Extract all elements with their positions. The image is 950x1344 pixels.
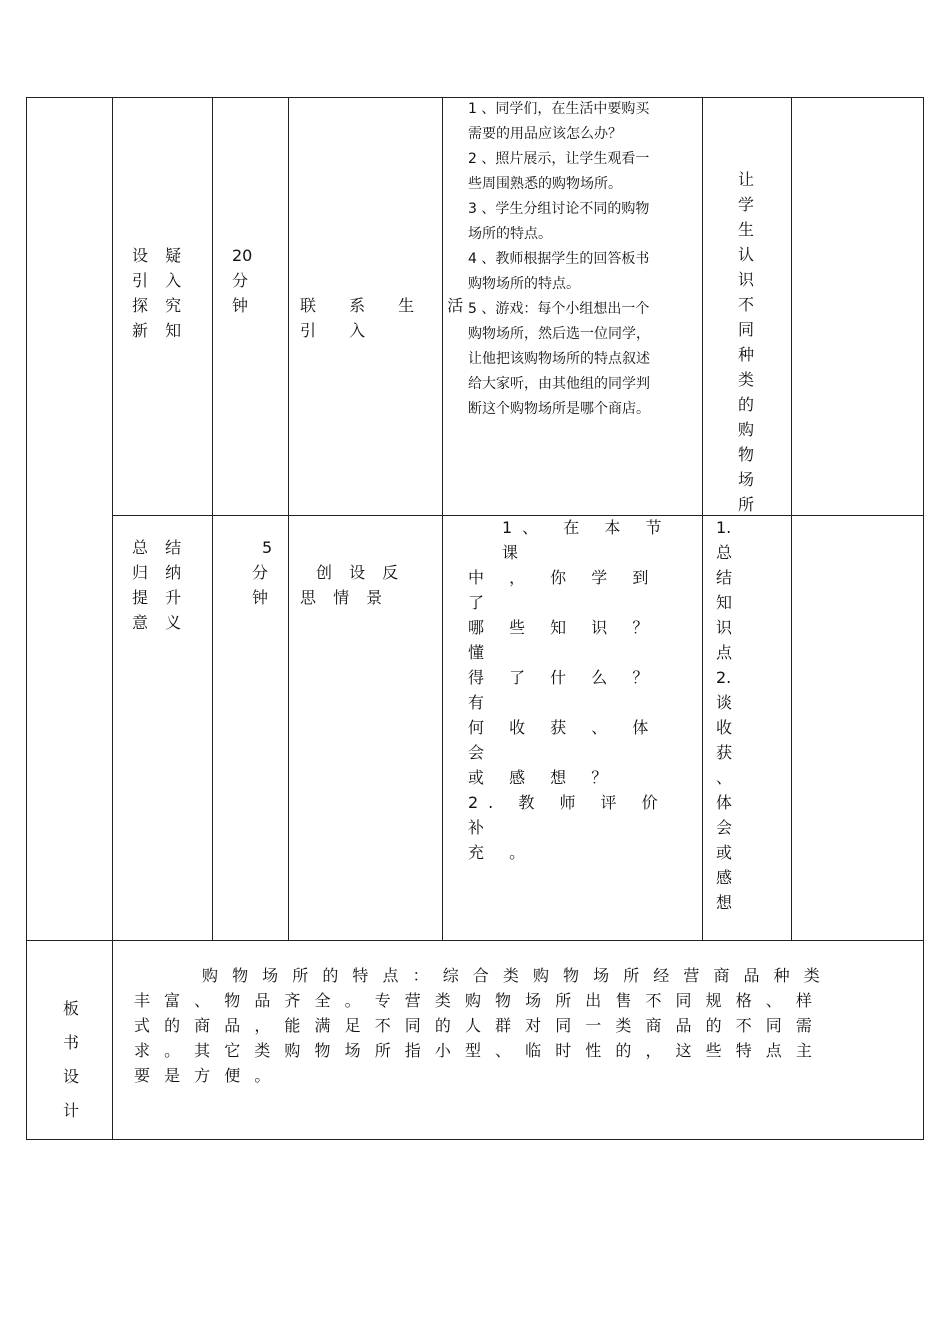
board-label-char: 计 [62,1101,79,1120]
intent-char: 让 [737,170,754,189]
activity-line: 或 感 想 ？ [468,768,618,787]
intent-char: 1. [716,518,732,537]
intent-char: 点 [716,643,733,662]
activity-line: 1 、同学们，在生活中要购买 [468,101,650,117]
lesson-plan-table [26,97,924,1140]
activity-line: 充 。 [468,843,536,862]
stage-line: 意 义 [132,613,188,632]
stage-line: 新 知 [132,321,188,340]
intent-char: 感 [716,868,733,887]
activity-line: 场所的特点。 [468,226,552,242]
intent-char: 识 [737,270,754,289]
intent-char: 同 [737,320,754,339]
intent-char: 购 [737,420,754,439]
intent-char: 体 [716,793,733,812]
stage-line: 归 纳 [132,563,188,582]
col-divider-4 [442,97,443,940]
activity-line: 4 、教师根据学生的回答板书 [468,251,650,267]
col-divider-1 [112,97,113,1140]
stage-line: 设 疑 [132,246,188,265]
board-line: 丰 富 、 物 品 齐 全 。 专 营 类 购 物 场 所 出 售 不 同 规 格 、 样 [134,991,817,1010]
stage-line: 引 入 [132,271,188,290]
intent-char: 总 [716,543,733,562]
time-line: 钟 [251,588,268,607]
activity-line: 哪 些 知 识 ？ 懂 [468,618,659,662]
method-line: 引 入 [300,321,380,340]
board-line: 购 物 场 所 的 特 点 ： 综 合 类 购 物 场 所 经 营 商 品 种 类 [202,966,825,985]
row2-stage [132,535,187,635]
intent-char: 或 [716,843,733,862]
row1-stage [132,243,187,343]
intent-char: 类 [737,370,754,389]
activity-line: 购物场所，然后选一位同学， [468,326,650,342]
table-border-right [923,97,924,1140]
intent-char: 生 [737,220,754,239]
activity-line: 得 了 什 么 ？ 有 [468,668,659,712]
activity-line: 些周围熟悉的购物场所。 [468,176,622,192]
board-line: 要 是 方 便 。 [134,1066,275,1085]
row2-time [248,535,272,610]
activity-line: 需要的用品应该怎么办？ [468,126,622,142]
board-divider [26,940,924,941]
board-label-char: 设 [62,1067,79,1086]
activity-line: 1、 在 本 节 课 [502,518,672,562]
board-label-char: 书 [62,1033,79,1052]
stage-line: 提 升 [132,588,188,607]
activity-line: 2 、照片展示，让学生观看一 [468,151,650,167]
intent-char: 、 [716,768,733,787]
row1-method [300,293,477,343]
row2-method [300,560,404,610]
board-label-char: 板 [62,999,79,1018]
intent-char: 物 [737,445,754,464]
intent-char: 认 [737,245,754,264]
time-line: 钟 [232,296,249,315]
activity-line: 中 ， 你 学 到 了 [468,568,659,612]
col-divider-5 [702,97,703,940]
activity-line: 何 收 获 、 体 会 [468,718,659,762]
row2-intent [716,515,738,915]
intent-char: 结 [716,568,733,587]
intent-char: 场 [737,470,754,489]
method-line: 创 设 反 [316,563,405,582]
time-line: 分 [251,563,268,582]
col-divider-6 [791,97,792,940]
row2-activities [468,515,694,865]
intent-char: 2. [716,668,732,687]
activity-line: 2. 教 师 评 价 补 [468,793,668,837]
activity-line: 给大家听，由其他组的同学判 [468,376,650,392]
board-label [60,992,82,1128]
stage-line: 总 结 [132,538,188,557]
board-text [134,963,920,1088]
board-line: 求 。 其 它 类 购 物 场 所 指 小 型 、 临 时 性 的 ， 这 些 特 点 主 [134,1041,817,1060]
method-line: 思 情 景 [300,588,389,607]
intent-char: 所 [737,495,754,514]
intent-char: 的 [737,395,754,414]
stage-line: 探 究 [132,296,188,315]
row1-intent [735,167,757,517]
intent-char: 识 [716,618,733,637]
activity-line: 3 、学生分组讨论不同的购物 [468,201,650,217]
intent-char: 谈 [716,693,733,712]
intent-char: 获 [716,743,733,762]
time-line: 5 [262,538,273,557]
activity-line: 购物场所的特点。 [468,276,580,292]
time-line: 20 [232,246,253,265]
board-line: 式 的 商 品 ， 能 满 足 不 同 的 人 群 对 同 一 类 商 品 的 不 同 需 [134,1016,817,1035]
intent-char: 知 [716,593,733,612]
activity-line: 5 、游戏：每个小组想出一个 [468,301,650,317]
intent-char: 学 [737,195,754,214]
activity-line: 断这个购物场所是哪个商店。 [468,401,650,417]
activity-line: 让他把该购物场所的特点叙述 [468,351,650,367]
intent-char: 收 [716,718,733,737]
intent-char: 不 [737,295,754,314]
intent-char: 种 [737,345,754,364]
table-border-bottom [26,1139,924,1140]
method-line: 联 系 生 活 [300,296,478,315]
col-divider-3 [288,97,289,940]
col-divider-2 [212,97,213,940]
table-border-left [26,97,27,1140]
intent-char: 会 [716,818,733,837]
intent-char: 想 [716,893,733,912]
time-line: 分 [232,271,249,290]
row1-time [232,243,252,318]
row1-activities [468,97,700,422]
